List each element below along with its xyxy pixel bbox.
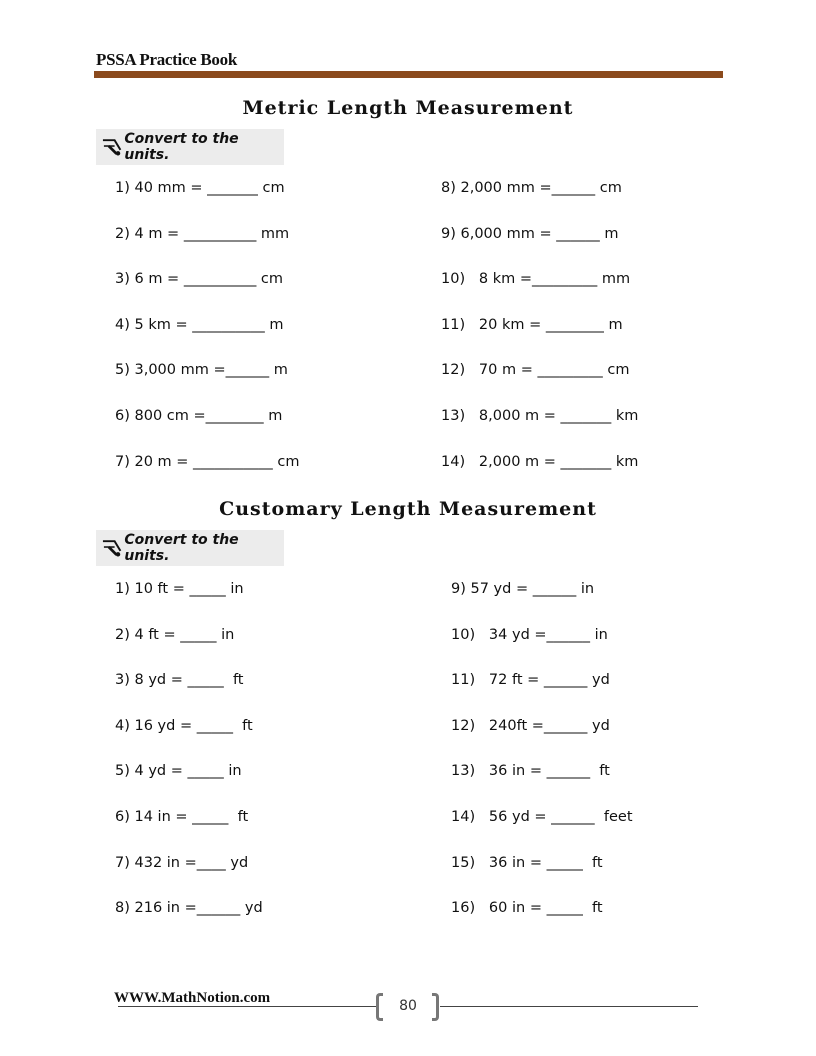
problem-item: 1) 40 mm = _______ cm — [115, 180, 285, 196]
footer-website: WWW.MathNotion.com — [114, 990, 271, 1006]
problem-item: 10) 34 yd =______ in — [451, 627, 608, 643]
problem-item: 10) 8 km =_________ mm — [441, 271, 631, 287]
footer-divider-left — [118, 1006, 376, 1007]
problem-item: 9) 57 yd = ______ in — [451, 581, 595, 597]
problem-item: 12) 240ft =______ yd — [451, 718, 610, 734]
problem-item: 3) 8 yd = _____ ft — [115, 672, 244, 688]
pencil-icon — [101, 137, 122, 157]
page-number: 80 — [399, 998, 417, 1014]
problem-item: 12) 70 m = _________ cm — [441, 362, 630, 378]
problem-item: 1) 10 ft = _____ in — [115, 581, 244, 597]
page-bracket-right — [432, 993, 439, 1021]
problem-item: 9) 6,000 mm = ______ m — [441, 226, 619, 242]
instruction-label: Convert to the units. — [124, 131, 239, 163]
problem-item: 5) 4 yd = _____ in — [115, 763, 242, 779]
problem-item: 11) 20 km = ________ m — [441, 317, 623, 333]
problem-item: 16) 60 in = _____ ft — [451, 900, 603, 916]
problem-item: 2) 4 m = __________ mm — [115, 226, 290, 242]
problem-item: 4) 5 km = __________ m — [115, 317, 284, 333]
instruction-label: Convert to the units. — [124, 532, 239, 564]
footer-divider-right — [440, 1006, 698, 1007]
problem-item: 7) 432 in =____ yd — [115, 855, 249, 871]
problem-item: 7) 20 m = ___________ cm — [115, 454, 300, 470]
customary-instruction — [96, 530, 284, 566]
problem-item: 13) 8,000 m = _______ km — [441, 408, 639, 424]
problem-item: 6) 14 in = _____ ft — [115, 809, 249, 825]
customary-section-title: Customary Length Measurement — [219, 498, 597, 520]
book-title: PSSA Practice Book — [96, 50, 237, 69]
problem-item: 8) 216 in =______ yd — [115, 900, 263, 916]
problem-item: 5) 3,000 mm =______ m — [115, 362, 288, 378]
page-bracket-left — [376, 993, 383, 1021]
metric-instruction — [96, 129, 284, 165]
problem-item: 11) 72 ft = ______ yd — [451, 672, 610, 688]
problem-item: 14) 2,000 m = _______ km — [441, 454, 639, 470]
metric-section-title: Metric Length Measurement — [242, 97, 574, 119]
problem-item: 14) 56 yd = ______ feet — [451, 809, 633, 825]
problem-item: 13) 36 in = ______ ft — [451, 763, 610, 779]
problem-item: 3) 6 m = __________ cm — [115, 271, 284, 287]
header-divider — [94, 71, 723, 78]
problem-item: 15) 36 in = _____ ft — [451, 855, 603, 871]
problem-item: 4) 16 yd = _____ ft — [115, 718, 253, 734]
pencil-icon — [101, 538, 122, 558]
problem-item: 6) 800 cm =________ m — [115, 408, 283, 424]
problem-item: 8) 2,000 mm =______ cm — [441, 180, 622, 196]
problem-item: 2) 4 ft = _____ in — [115, 627, 235, 643]
